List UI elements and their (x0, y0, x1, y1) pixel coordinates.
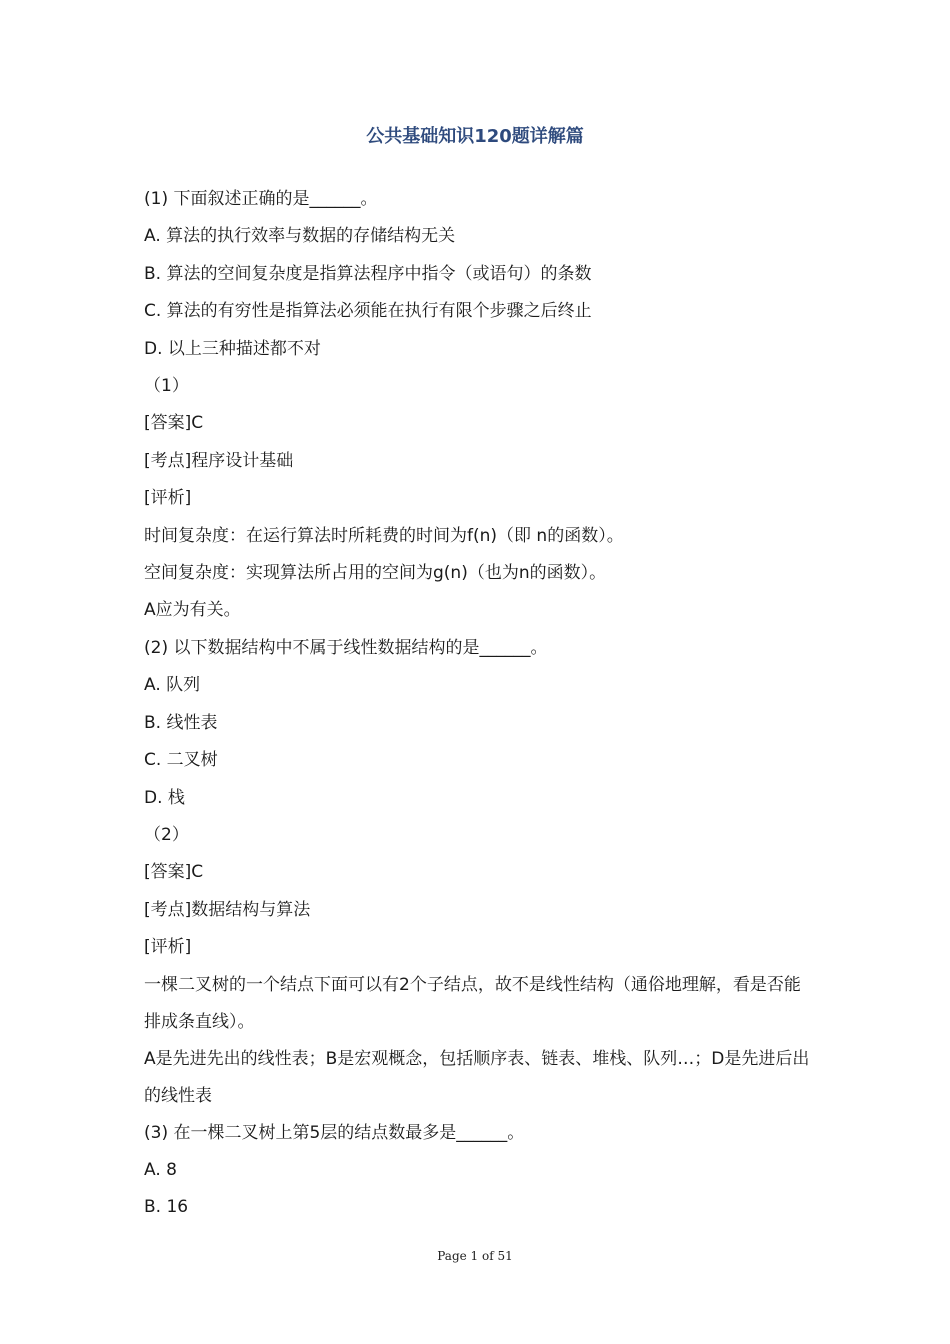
question-2-option-b: B. 线性表 (144, 712, 218, 733)
question-1-option-b: B. 算法的空间复杂度是指算法程序中指令（或语句）的条数 (144, 263, 592, 284)
question-2-number: （2） (144, 824, 189, 845)
question-3-option-a: A. 8 (144, 1159, 177, 1180)
question-1-option-d: D. 以上三种描述都不对 (144, 338, 321, 359)
document-body (144, 181, 814, 1227)
question-1-number: （1） (144, 376, 189, 397)
question-2-stem: (2) 以下数据结构中不属于线性数据结构的是______。 (144, 637, 548, 658)
question-2-analysis-text: A是先进先出的线性表；B是宏观概念，包括顺序表、链表、堆栈、队列…；D是先进后出的线性表 (144, 1048, 810, 1106)
question-1-option-a: A. 算法的执行效率与数据的存储结构无关 (144, 226, 456, 247)
question-2-topic: [考点]数据结构与算法 (144, 899, 311, 920)
question-1-analysis-text: A应为有关。 (144, 600, 241, 621)
question-1-stem: (1) 下面叙述正确的是______。 (144, 189, 378, 209)
question-2-analysis-text: 一棵二叉树的一个结点下面可以有2个子结点，故不是线性结构（通俗地理解，看是否能排成条直线）。 (144, 974, 801, 1032)
question-2-analysis-label: [评析] (144, 937, 192, 958)
question-1-answer: [答案]C (144, 413, 204, 434)
question-1-analysis-label: [评析] (144, 488, 192, 509)
question-1-analysis-text: 空间复杂度：实现算法所占用的空间为g(n)（也为n的函数）。 (144, 563, 607, 584)
question-3-stem: (3) 在一棵二叉树上第5层的结点数最多是______。 (144, 1122, 525, 1143)
question-1-analysis-text: 时间复杂度：在运行算法时所耗费的时间为f(n)（即 n的函数）。 (144, 525, 624, 546)
question-2-answer: [答案]C (144, 862, 204, 883)
question-2-option-c: C. 二叉树 (144, 750, 218, 771)
document-title: 公共基础知识120题详解篇 (366, 126, 584, 147)
question-3-option-b: B. 16 (144, 1197, 189, 1218)
question-2-option-d: D. 栈 (144, 787, 185, 808)
question-2-option-a: A. 队列 (144, 675, 201, 696)
question-1-topic: [考点]程序设计基础 (144, 450, 294, 471)
page-footer: Page 1 of 51 (437, 1249, 513, 1263)
question-1-option-c: C. 算法的有穷性是指算法必须能在执行有限个步骤之后终止 (144, 301, 592, 322)
